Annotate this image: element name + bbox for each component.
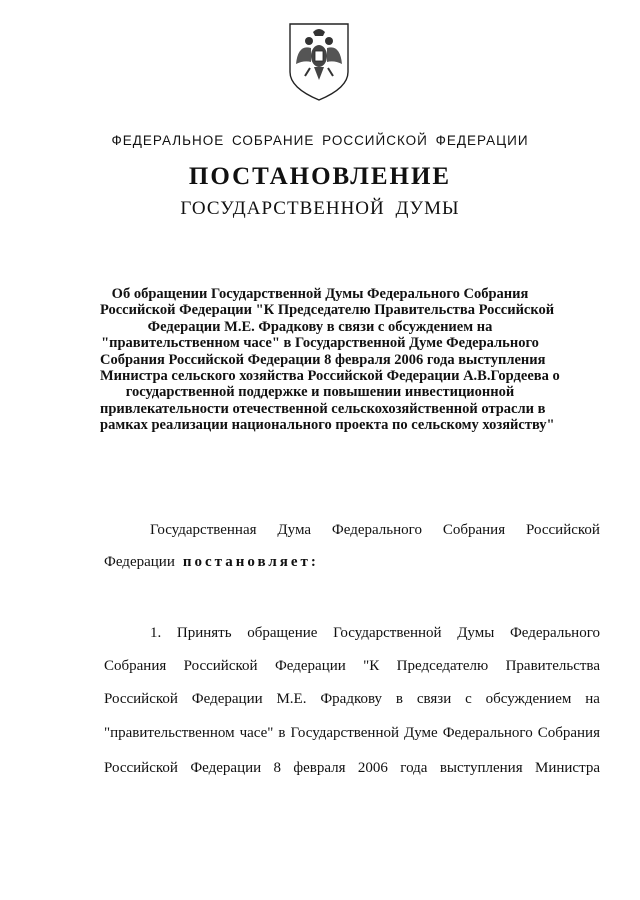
word: Федерации <box>274 658 346 674</box>
word: Собрания <box>537 725 600 741</box>
subject-line: привлекательности отечественной сельскохозяйственной отрасли в <box>100 400 546 417</box>
word: Собрания <box>442 522 506 538</box>
word: "К <box>363 658 380 674</box>
paragraph-line <box>104 725 600 742</box>
subject-line: Собрания Российской Федерации 8 февраля 2006 года выступления <box>100 351 546 368</box>
intro-line <box>150 522 600 539</box>
word: Государственной <box>333 625 442 641</box>
word: февраля <box>293 760 346 776</box>
subject-line: рамках реализации национального проекта по сельскому хозяйству" <box>100 417 555 434</box>
word: Дума <box>277 522 312 538</box>
word: обращение <box>247 625 318 641</box>
word: с <box>465 691 472 707</box>
intro-line <box>104 554 600 571</box>
word: на <box>585 691 600 707</box>
word: Фрадкову <box>320 691 383 707</box>
word: Собрания <box>104 658 167 674</box>
subject-line: государственной поддержке и повышении инвестиционной <box>125 384 515 401</box>
word: Федерального <box>331 522 422 538</box>
word: в <box>395 691 403 707</box>
word: в <box>278 725 286 741</box>
subject-line: Министра сельского хозяйства Российской Федерации А.В.Гордеева о <box>100 368 560 385</box>
word: Председателю <box>396 658 489 674</box>
word: Федерального <box>509 625 600 641</box>
word: года <box>400 760 428 776</box>
issuer-subtitle: ГОСУДАРСТВЕННОЙ ДУМЫ <box>180 198 460 219</box>
word: 8 <box>273 760 282 776</box>
word: Федерации <box>190 760 262 776</box>
word: М.Е. <box>276 691 307 707</box>
word: Министра <box>535 760 600 776</box>
word: обсуждением <box>485 691 572 707</box>
word: Федерации <box>104 554 175 570</box>
subject-line: "правительственном часе" в Государственной Думе Федерального <box>101 335 539 352</box>
word: Государственной <box>290 725 399 741</box>
resolution-verb: постановляет: <box>182 554 319 570</box>
word: Федерального <box>442 725 533 741</box>
document-type-title: ПОСТАНОВЛЕНИЕ <box>188 163 452 190</box>
word: Российской <box>104 691 178 707</box>
word: Российской <box>104 760 178 776</box>
word: Думы <box>457 625 495 641</box>
paragraph-line <box>150 625 600 642</box>
word: 2006 <box>357 760 388 776</box>
coat-of-arms-emblem <box>286 20 352 102</box>
word: Принять <box>176 625 232 641</box>
paragraph-line <box>104 658 600 675</box>
word: Государственная <box>150 522 257 538</box>
subject-line: Федерации М.Е. Фрадкову в связи с обсуждением на <box>147 318 493 335</box>
paragraph-line <box>104 760 600 777</box>
subject-heading <box>100 286 560 434</box>
word: 1. <box>150 625 162 641</box>
word: Российской <box>183 658 258 674</box>
word: часе" <box>239 725 274 741</box>
word: выступления <box>439 760 523 776</box>
word: Правительства <box>505 658 600 674</box>
word: Федерации <box>191 691 263 707</box>
word: связи <box>416 691 452 707</box>
word: Думе <box>404 725 438 741</box>
paragraph-line <box>104 691 600 708</box>
word: Российской <box>526 522 600 538</box>
org-line: ФЕДЕРАЛЬНОЕ СОБРАНИЕ РОССИЙСКОЙ ФЕДЕРАЦИИ <box>111 133 529 148</box>
subject-line: Об обращении Государственной Думы Федерального Собрания <box>111 286 529 302</box>
subject-line: Российской Федерации "К Председателю Правительства Российской <box>100 302 555 319</box>
word: "правительственном <box>104 725 235 741</box>
